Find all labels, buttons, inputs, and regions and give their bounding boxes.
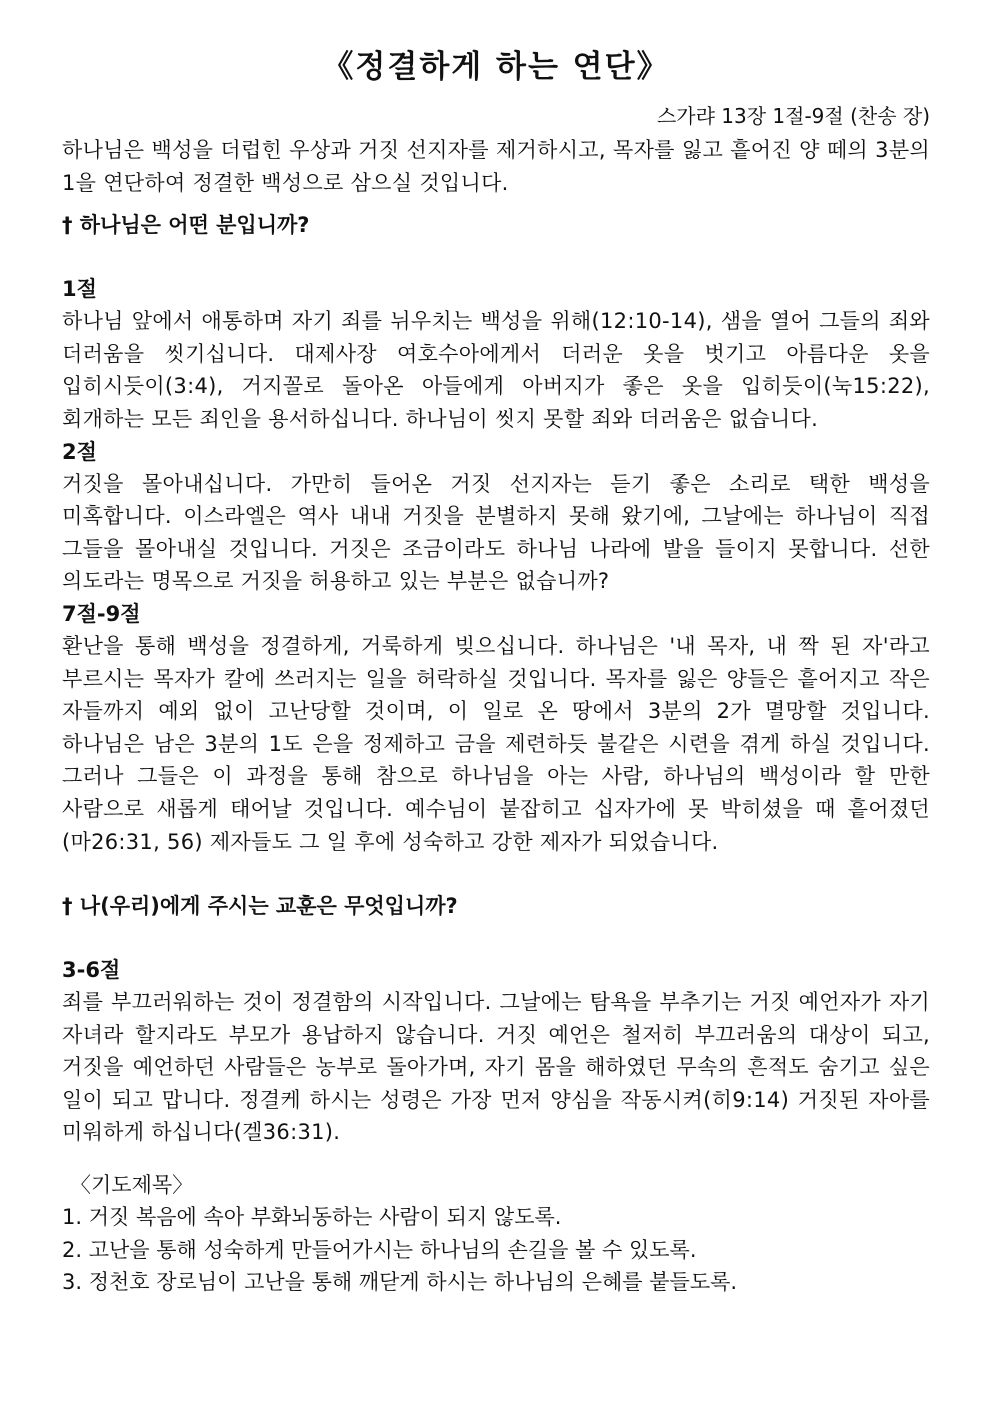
verse-paragraph: 하나님 앞에서 애통하며 자기 죄를 뉘우치는 백성을 위해(12:10-14), 샘을 열어 그들의 죄와 더러움을 씻기십니다. 대제사장 여호수아에게서 더러운 옷을 벗기고 아름다운 옷을 입히시듯이(3:4), 거지꼴로 돌아온 아들에게 아버지가 좋은 옷을 입히듯이(눅15:22), 회개하는 모든 죄인을 용서하십니다. 하나님이 씻지 못할 죄와 더러움은 없습니다. [62, 309, 930, 431]
document-page [62, 38, 930, 1299]
page-title: 《정결하게 하는 연단》 [322, 49, 670, 85]
prayer-heading: 〈기도제목〉 [70, 1173, 194, 1198]
verse-label: 7절-9절 [62, 601, 141, 626]
verse-label: 3-6절 [62, 958, 121, 983]
prayer-item: 1. 거짓 복음에 속아 부화뇌동하는 사람이 되지 않도록. [62, 1205, 562, 1230]
intro-paragraph: 하나님은 백성을 더럽힌 우상과 거짓 선지자를 제거하시고, 목자를 잃고 흩어진 양 떼의 3분의 1을 연단하여 정결한 백성으로 삼으실 것입니다. [62, 138, 930, 195]
verse-label: 2절 [62, 439, 97, 464]
prayer-list [62, 1201, 930, 1299]
section-heading-who-is-god: † 하나님은 어떤 분입니까? [62, 213, 310, 238]
section-heading-lesson: † 나(우리)에게 주시는 교훈은 무엇입니까? [62, 894, 458, 919]
verse-paragraph: 죄를 부끄러워하는 것이 정결함의 시작입니다. 그날에는 탐욕을 부추기는 거짓 예언자가 자기 자녀라 할지라도 부모가 용납하지 않습니다. 거짓 예언은 철저히 부끄러움의 대상이 되고, 거짓을 예언하던 사람들은 농부로 돌아가며, 자기 몸을 해하였던 무속의 흔적도 숨기고 싶은 일이 되고 맙니다. 정결케 하시는 성령은 가장 먼저 양심을 작동시켜(히9:14) 거짓된 자아를 미워하게 하십니다(겔36:31). [62, 990, 930, 1145]
verse-label: 1절 [62, 277, 97, 302]
prayer-item: 3. 정천호 장로님이 고난을 통해 깨닫게 하시는 하나님의 은혜를 붙들도록. [62, 1270, 738, 1295]
prayer-item: 2. 고난을 통해 성숙하게 만들어가시는 하나님의 손길을 볼 수 있도록. [62, 1237, 697, 1262]
verse-paragraph: 환난을 통해 백성을 정결하게, 거룩하게 빚으십니다. 하나님은 '내 목자, 내 짝 된 자'라고 부르시는 목자가 칼에 쓰러지는 일을 허락하실 것입니다. 목자를 잃은 양들은 흩어지고 작은 자들까지 예외 없이 고난당할 것이며, 이 일로 온 땅에서 3분의 2가 멸망할 것입니다. 하나님은 남은 3분의 1도 은을 정제하고 금을 제련하듯 불같은 시련을 겪게 하실 것입니다. 그러나 그들은 이 과정을 통해 참으로 하나님을 아는 사람, 하나님의 백성이라 할 만한 사람으로 새롭게 태어날 것입니다. 예수님이 붙잡히고 십자가에 못 박히셨을 때 흩어졌던(마26:31, 56) 제자들도 그 일 후에 성숙하고 강한 제자가 되었습니다. [62, 633, 930, 854]
scripture-reference: 스가랴 13장 1절-9절 (찬송 장) [656, 104, 930, 128]
verse-paragraph: 거짓을 몰아내십니다. 가만히 들어온 거짓 선지자는 듣기 좋은 소리로 택한 백성을 미혹합니다. 이스라엘은 역사 내내 거짓을 분별하지 못해 왔기에, 그날에는 하나님이 직접 그들을 몰아내실 것입니다. 거짓은 조금이라도 하나님 나라에 발을 들이지 못합니다. 선한 의도라는 명목으로 거짓을 허용하고 있는 부분은 없습니까? [62, 471, 930, 594]
